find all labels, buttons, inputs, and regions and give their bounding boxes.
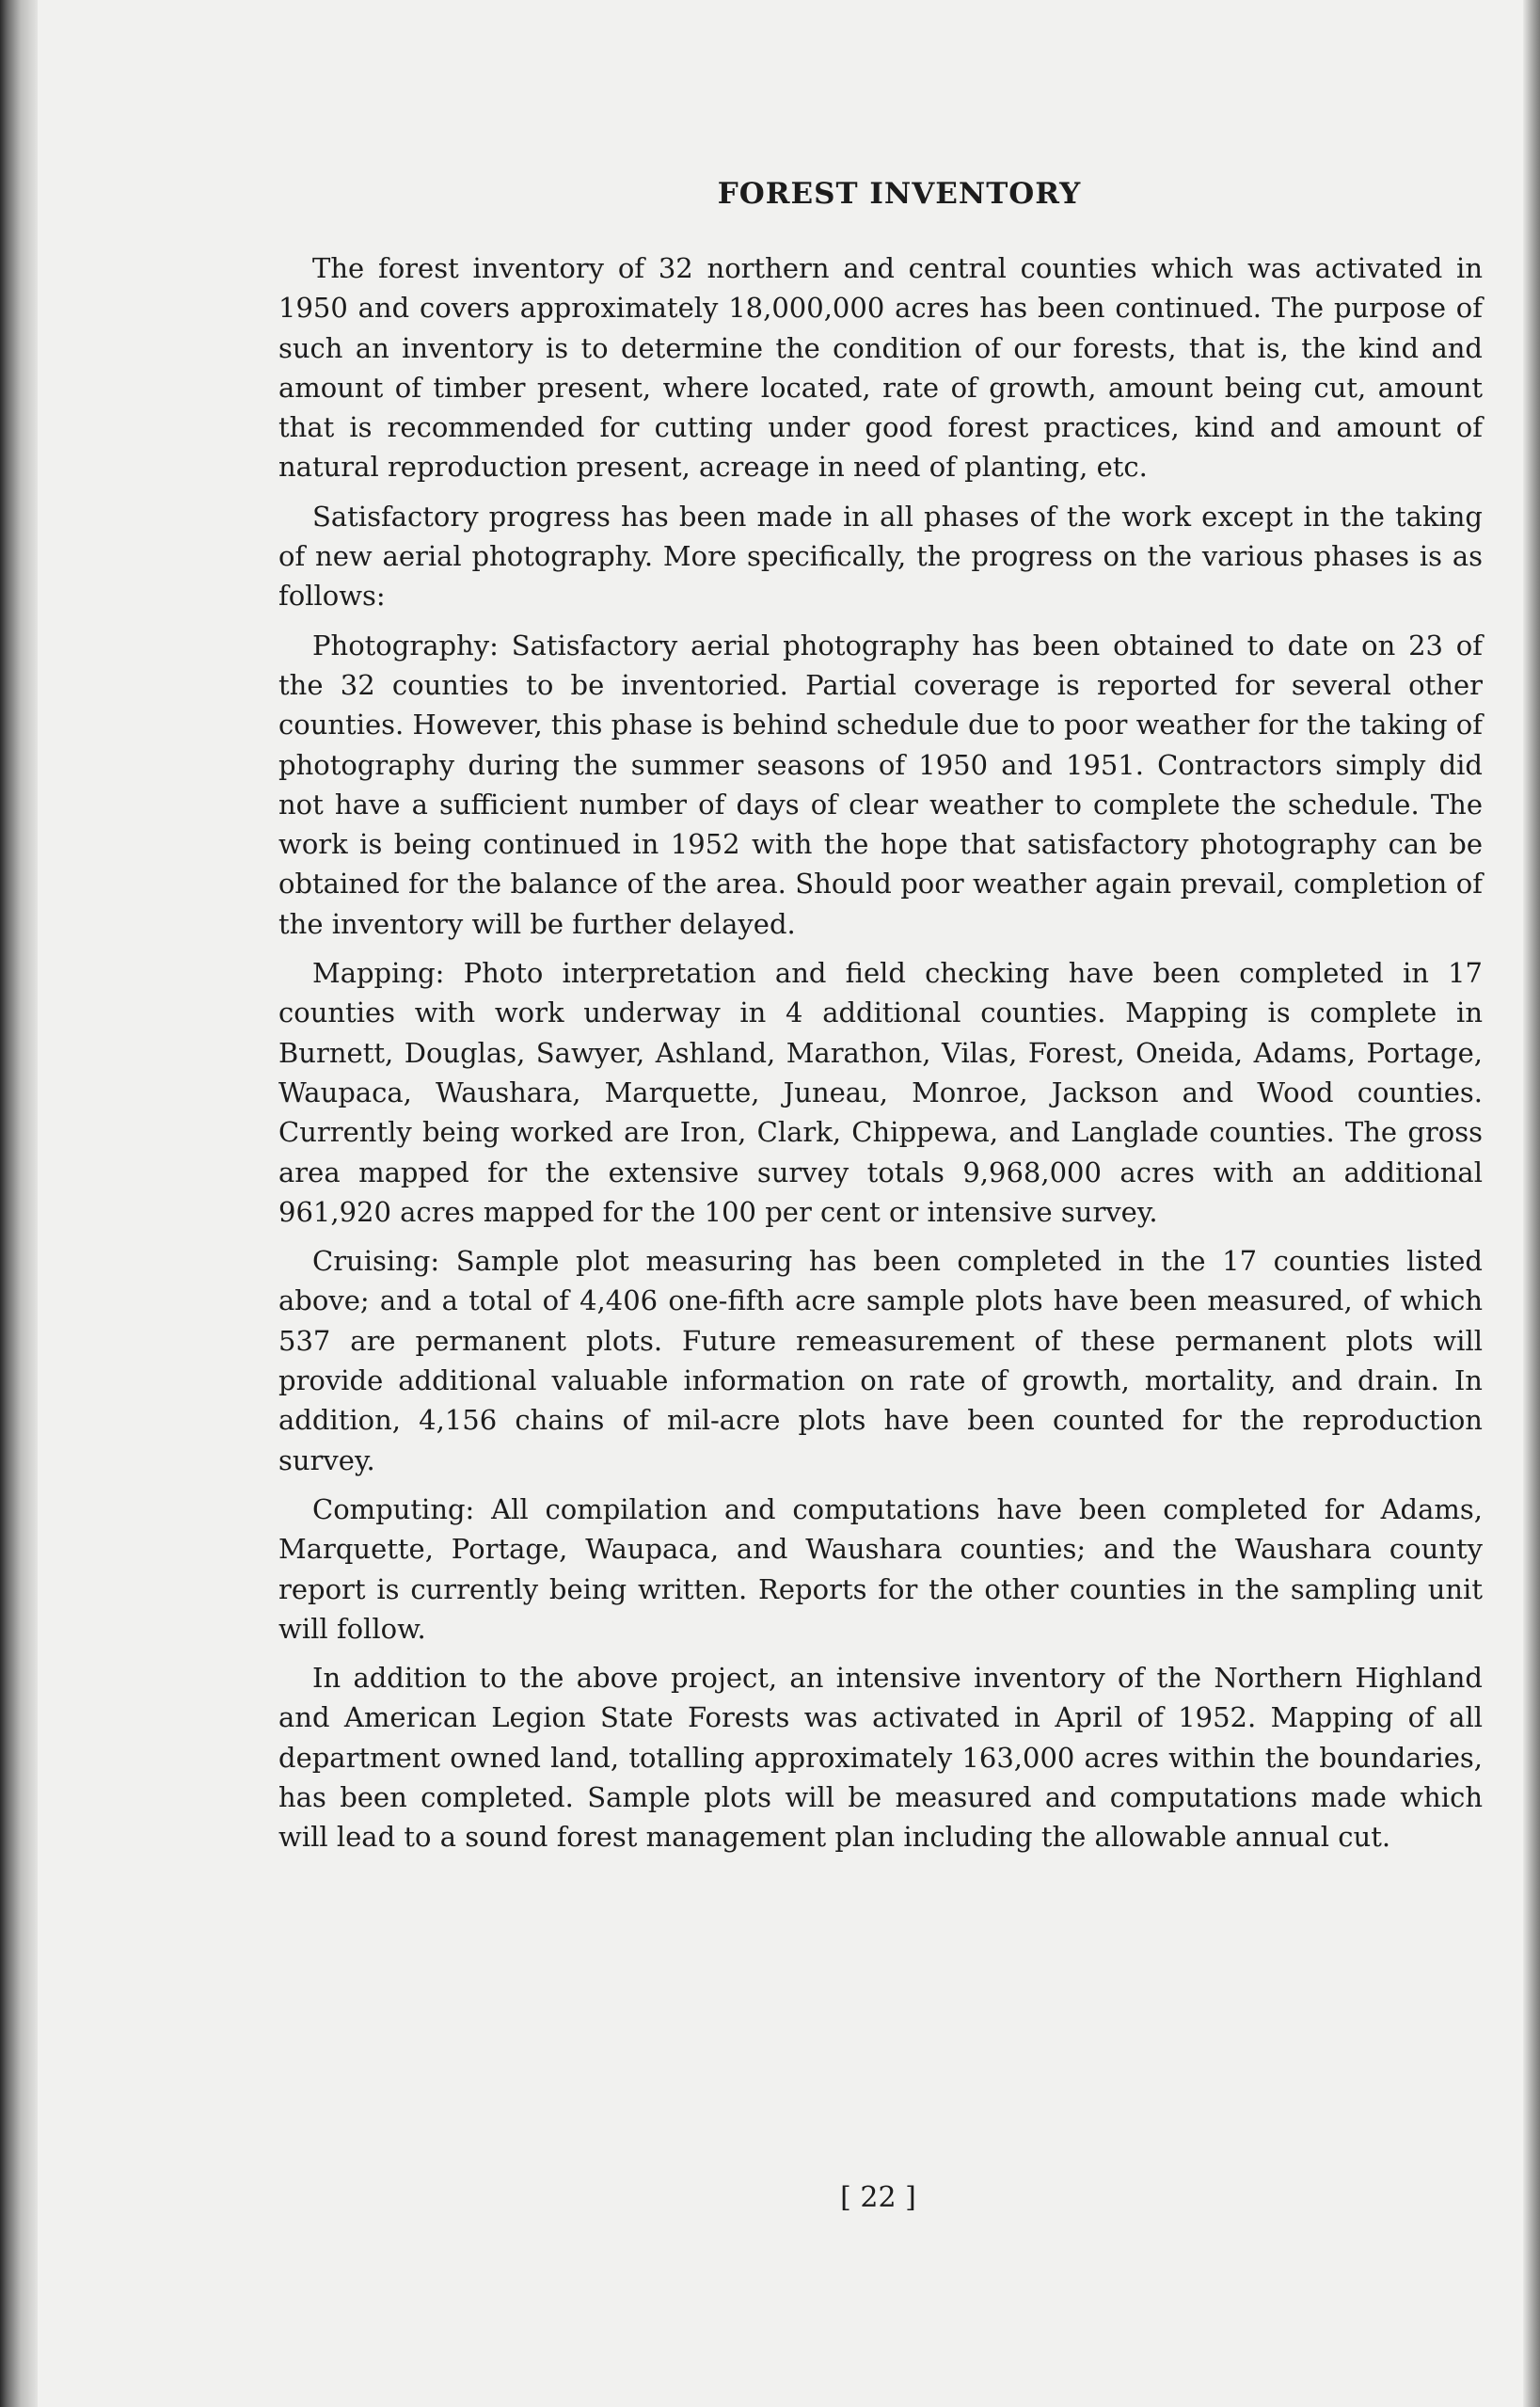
page-title: FOREST INVENTORY (717, 177, 1082, 211)
page-number-text: [ 22 ] (840, 2181, 916, 2214)
paragraph-intro: The forest inventory of 32 northern and central counties which was activated in 1950 and covers approximately 18,000,000 acres has been continued. The purpose of such an inventory is to determine the condition of our forests, that is, the kind and amount of timber present, where located, rate of growth, amount being cut, amount that is recommended for cutting under good forest practices, kind and amount of natural reproduction present, acreage in need of planting, etc. (278, 252, 1483, 484)
page-number (0, 2181, 1540, 2214)
document-body (278, 177, 1483, 1867)
paragraph-computing: Computing: All compilation and computations have been completed for Adams, Marquette, Portage, Waupaca, and Waushara counties; and the Waushara county report is currently being written. Reports for the other counties in the sampling unit will follow. (278, 1492, 1483, 1645)
paragraph-progress: Satisfactory progress has been made in all phases of the work except in the taking of new aerial photography. More specifically, the progress on the various phases is as follows: (278, 500, 1483, 613)
paragraph-mapping: Mapping: Photo interpretation and field checking have been completed in 17 counties with work underway in 4 additional counties. Mapping is complete in Burnett, Douglas, Sawyer, Ashland, Marathon, Vilas, Forest, Oneida, Adams, Portage, Waupaca, Waushara, Marquette, Juneau, Monroe, Jackson and Wood counties. Currently being worked are Iron, Clark, Chippewa, and Langlade counties. The gross area mapped for the extensive survey totals 9,968,000 acres with an additional 961,920 acres mapped for the 100 per cent or intensive survey. (278, 957, 1483, 1228)
paragraph-photography: Photography: Satisfactory aerial photography has been obtained to date on 23 of the 32 counties to be inventoried. Partial coverage is reported for several other counties. However, this phase is behind schedule due to poor weather for the taking of photography during the summer seasons of 1950 and 1951. Contractors simply did not have a sufficient number of days of clear weather to complete the schedule. The work is being continued in 1952 with the hope that satisfactory photography can be obtained for the balance of the area. Should poor weather again prevail, completion of the inventory will be further delayed. (278, 629, 1483, 940)
paragraph-state-forests: In addition to the above project, an intensive inventory of the Northern Highland and American Legion State Forests was activated in April of 1952. Mapping of all department owned land, totalling approximately 163,000 acres within the boundaries, has been completed. Sample plots will be measured and computations made which will lead to a sound forest management plan including the allowable annual cut. (278, 1662, 1483, 1854)
page-edge-shadow (1523, 0, 1540, 2407)
paragraph-cruising: Cruising: Sample plot measuring has been completed in the 17 counties listed above; and a total of 4,406 one-fifth acre sample plots have been measured, of which 537 are permanent plots. Future remeasurement of these permanent plots will provide additional valuable information on rate of growth, mortality, and drain. In addition, 4,156 chains of mil-acre plots have been counted for the reproduction survey. (278, 1245, 1483, 1476)
page-binding-shadow (0, 0, 38, 2407)
